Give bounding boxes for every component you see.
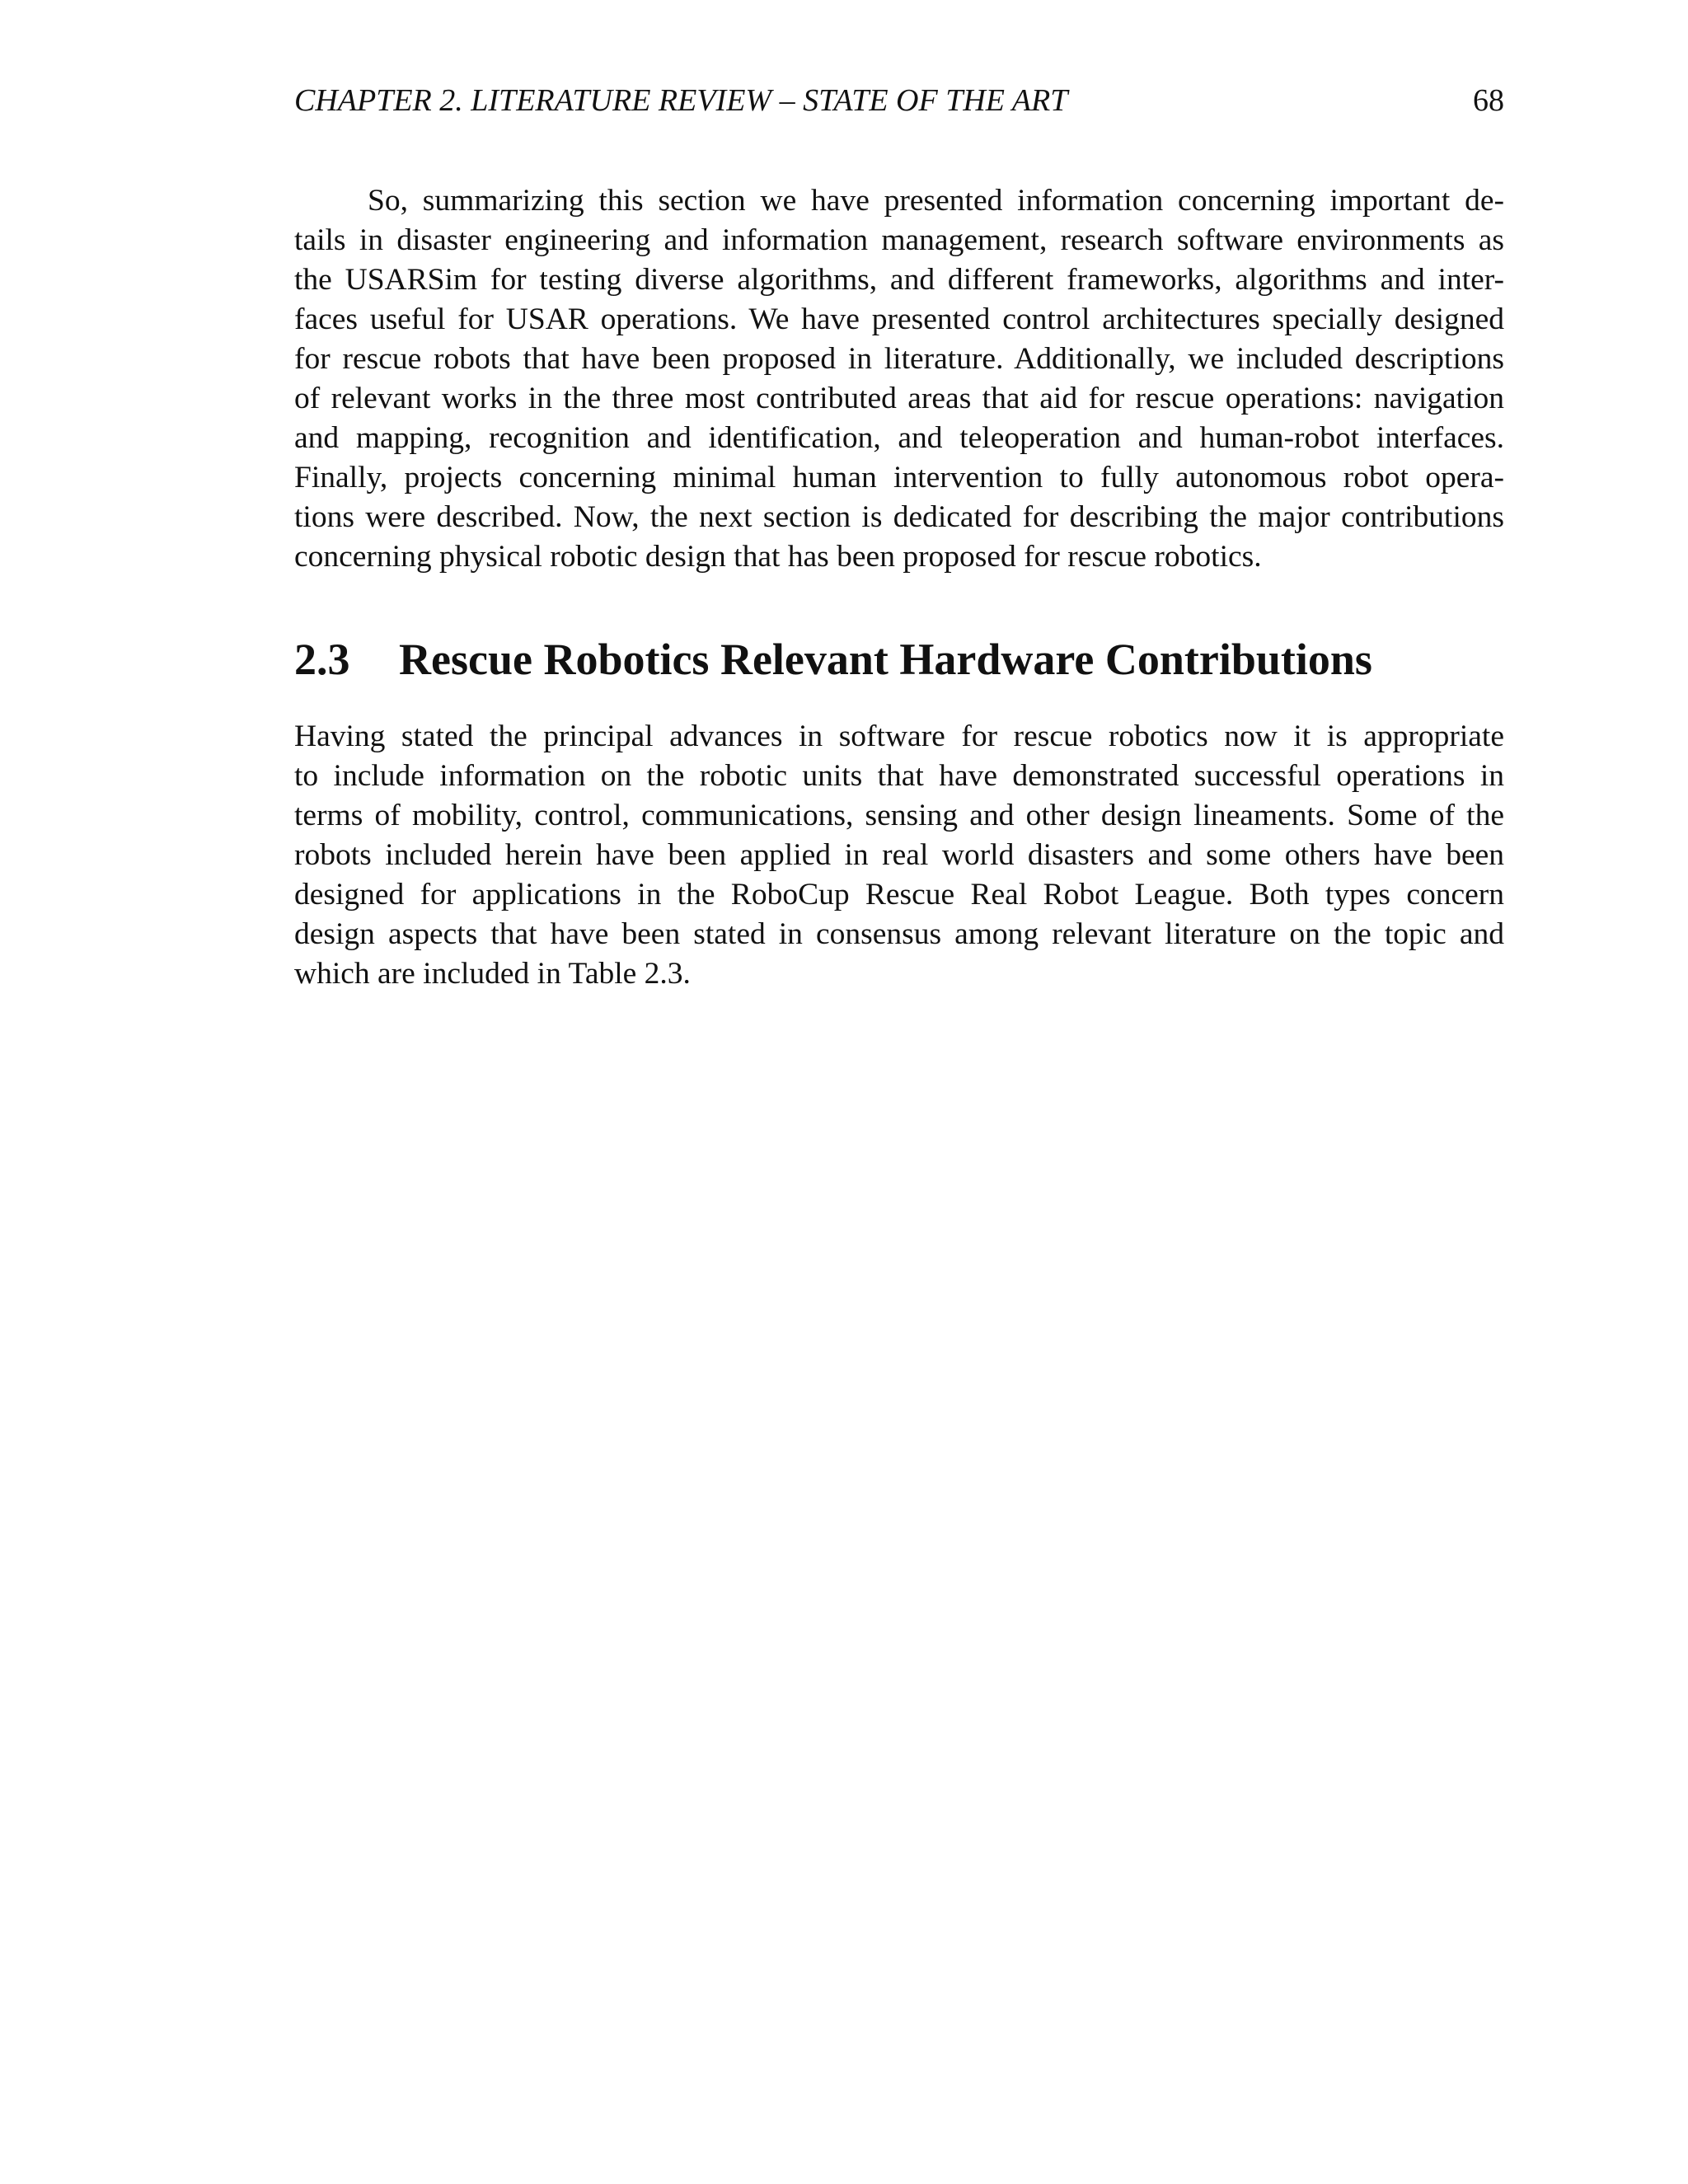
paragraph-line: tails in disaster engineering and information management, research software environments as xyxy=(294,223,1504,257)
paragraph-line: and mapping, recognition and identification, and teleoperation and human-robot interfaces. xyxy=(294,421,1504,455)
paragraph-line: of relevant works in the three most contributed areas that aid for rescue operations: navigation xyxy=(294,382,1504,415)
chapter-title: CHAPTER 2. LITERATURE REVIEW – STATE OF THE ART xyxy=(294,83,1068,118)
section-title: Rescue Robotics Relevant Hardware Contributions xyxy=(399,635,1372,684)
paragraph-line: Having stated the principal advances in software for rescue robotics now it is appropriate xyxy=(294,719,1504,753)
paragraph-line: design aspects that have been stated in consensus among relevant literature on the topic and xyxy=(294,917,1504,951)
running-header xyxy=(294,79,1504,122)
paragraph-line: So, summarizing this section we have presented information concerning important de- xyxy=(368,184,1504,218)
paragraph-line: designed for applications in the RoboCup Rescue Real Robot League. Both types concern xyxy=(294,878,1504,912)
page-number: 68 xyxy=(1473,83,1504,118)
paragraph-line: concerning physical robotic design that has been proposed for rescue robotics. xyxy=(294,540,1262,574)
paragraph-line: for rescue robots that have been proposed in literature. Additionally, we included descriptions xyxy=(294,342,1504,376)
summary-paragraph xyxy=(294,181,1504,577)
paragraph-line: terms of mobility, control, communications, sensing and other design lineaments. Some of the xyxy=(294,799,1504,832)
paragraph-line: robots included herein have been applied in real world disasters and some others have been xyxy=(294,838,1504,872)
paragraph-line: Finally, projects concerning minimal human intervention to fully autonomous robot opera- xyxy=(294,461,1504,494)
paragraph-line: the USARSim for testing diverse algorithms, and different frameworks, algorithms and inter- xyxy=(294,263,1504,297)
paragraph-line: faces useful for USAR operations. We have presented control architectures specially designed xyxy=(294,302,1504,336)
section-number: 2.3 xyxy=(294,635,350,684)
paragraph-line: which are included in Table 2.3. xyxy=(294,957,691,991)
paragraph-line: tions were described. Now, the next section is dedicated for describing the major contributions xyxy=(294,500,1504,534)
hardware-intro-paragraph xyxy=(294,717,1504,994)
paragraph-line: to include information on the robotic units that have demonstrated successful operations in xyxy=(294,759,1504,793)
section-heading xyxy=(294,630,1372,688)
